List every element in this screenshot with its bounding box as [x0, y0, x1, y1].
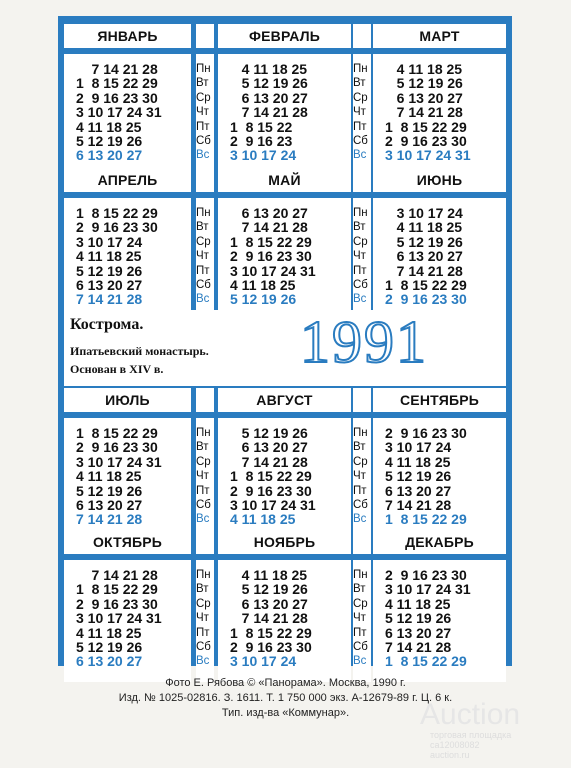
weekday-label: Ср: [353, 597, 368, 610]
month-name: АВГУСТ: [256, 392, 313, 408]
week-row: 1 8 15 22 29: [230, 468, 312, 485]
month-days-panel: [64, 198, 191, 320]
weekday-label: Пт: [353, 626, 367, 639]
watermark-caption: торговая площадка ca12008082 auction.ru: [430, 730, 512, 760]
week-row: 6 13 20 27: [385, 89, 463, 106]
weekday-label: Пн: [353, 207, 368, 219]
weekday-label: Пн: [353, 569, 368, 581]
week-row: 2 9 16 23 30: [76, 89, 158, 106]
month-day-numbers: [385, 568, 471, 669]
week-row: 3 10 17 24: [230, 653, 297, 670]
week-row: 4 11 18 25: [76, 468, 142, 485]
month-header: [218, 530, 351, 554]
week-row: 7 14 21 28: [385, 497, 452, 514]
week-row: 5 12 19 26: [385, 610, 452, 627]
weekday-label: Вс: [353, 293, 367, 306]
week-row: 2 9 16 23 30: [230, 639, 312, 656]
month-day-numbers: [76, 568, 162, 669]
month-name: ДЕКАБРЬ: [405, 534, 474, 550]
month-header: [373, 388, 506, 412]
week-row: 7 14 21 28: [385, 262, 463, 279]
week-row: 6 13 20 27: [230, 439, 308, 456]
weekday-label: Пт: [196, 120, 210, 133]
week-row: 7 14 21 28: [76, 291, 143, 308]
month-days-panel: [373, 418, 506, 540]
week-row: 6 13 20 27: [385, 624, 452, 641]
weekday-label: Вс: [196, 293, 210, 306]
week-row: 6 13 20 27: [230, 89, 308, 106]
week-row: 4 11 18 25: [385, 219, 463, 236]
month-day-numbers: [230, 62, 308, 163]
weekday-column: [196, 560, 214, 682]
month-header: [218, 388, 351, 412]
week-row: 7 14 21 28: [385, 639, 452, 656]
weekday-label: Вт: [196, 583, 209, 596]
weekday-header-cell: [196, 168, 214, 192]
week-row: 6 13 20 27: [230, 205, 308, 221]
week-row: 4 11 18 25: [76, 624, 142, 641]
weekday-header-cell: [196, 388, 214, 412]
weekday-label: Вт: [196, 77, 209, 90]
week-row: 5 12 19 26: [230, 75, 308, 92]
week-row: 4 11 18 25: [230, 277, 296, 294]
month-day-numbers: [76, 62, 162, 163]
weekday-label: Вс: [353, 513, 367, 526]
month-name: ФЕВРАЛЬ: [248, 28, 321, 44]
month-day-numbers: [230, 426, 316, 527]
weekday-label: Ср: [353, 235, 368, 248]
week-row: 7 14 21 28: [230, 453, 308, 470]
weekday-label: Вс: [353, 655, 367, 668]
weekday-header-cell: [196, 530, 214, 554]
week-row: 4 11 18 25: [230, 61, 308, 77]
month-days-panel: [218, 198, 351, 320]
month-day-numbers: [76, 426, 162, 527]
week-row: 7 14 21 28: [385, 104, 463, 121]
weekday-column: [353, 198, 371, 320]
weekday-label: Чт: [196, 612, 209, 625]
week-row: 2 9 16 23 30: [76, 439, 158, 456]
weekday-label: Чт: [353, 106, 366, 119]
week-row: 2 9 16 23 30: [76, 219, 158, 236]
weekday-label: Пт: [196, 484, 210, 497]
weekday-label: Пт: [353, 264, 367, 277]
weekday-label: Сб: [353, 134, 368, 147]
month-day-numbers: [76, 206, 158, 307]
weekday-label: Вт: [353, 583, 366, 596]
week-row: 7 14 21 28: [230, 219, 308, 236]
weekday-label: Сб: [353, 640, 368, 653]
city-name: Кострома.: [70, 316, 144, 333]
week-row: 6 13 20 27: [76, 147, 143, 164]
week-row: 5 12 19 26: [385, 75, 463, 92]
week-row: 4 11 18 25: [76, 118, 142, 135]
month-header: [373, 530, 506, 554]
week-row: 7 14 21 28: [76, 511, 143, 528]
week-row: 6 13 20 27: [385, 248, 463, 265]
month-name: МАЙ: [268, 172, 301, 188]
month-day-numbers: [230, 568, 312, 669]
week-row: 1 8 15 22 29: [76, 75, 158, 92]
weekday-label: Вт: [196, 441, 209, 454]
weekday-label: Сб: [353, 278, 368, 291]
weekday-labels: [196, 206, 214, 307]
week-row: 7 14 21 28: [76, 61, 158, 77]
weekday-label: Ср: [196, 597, 211, 610]
weekday-column: [196, 54, 214, 176]
weekday-label: Сб: [196, 278, 211, 291]
weekday-label: Пн: [196, 207, 211, 219]
month-name: АПРЕЛЬ: [97, 172, 158, 188]
month-name: НОЯБРЬ: [253, 534, 316, 550]
weekday-header-cell: [353, 24, 371, 48]
weekday-label: Ср: [196, 235, 211, 248]
month-day-numbers: [230, 206, 316, 307]
week-row: 3 10 17 24: [385, 205, 463, 221]
weekday-labels: [353, 206, 371, 307]
weekday-label: Вт: [353, 221, 366, 234]
month-day-numbers: [385, 62, 471, 163]
weekday-label: Вс: [196, 513, 210, 526]
week-row: 5 12 19 26: [76, 262, 143, 279]
weekday-labels: [196, 62, 214, 163]
week-row: 5 12 19 26: [230, 425, 308, 441]
weekday-header-cell: [353, 530, 371, 554]
weekday-label: Пт: [196, 264, 210, 277]
week-row: 6 13 20 27: [76, 497, 143, 514]
month-header: [64, 24, 191, 48]
week-row: 3 10 17 24: [76, 233, 143, 250]
week-row: 2 9 16 23 30: [385, 567, 467, 583]
week-row: 1 8 15 22 29: [385, 653, 467, 670]
month-days-panel: [218, 560, 351, 682]
week-row: 3 10 17 24 31: [76, 453, 162, 470]
weekday-label: Чт: [196, 250, 209, 263]
year-title: 1991: [300, 309, 428, 375]
weekday-header-cell: [353, 168, 371, 192]
week-row: 3 10 17 24 31: [230, 262, 316, 279]
week-row: 3 10 17 24: [385, 439, 452, 456]
month-days-panel: [64, 54, 191, 176]
month-day-numbers: [385, 206, 467, 307]
month-days-panel: [373, 54, 506, 176]
month-name: ИЮЛЬ: [105, 392, 150, 408]
weekday-label: Вс: [196, 149, 210, 162]
week-row: 3 10 17 24 31: [385, 581, 471, 598]
week-row: 2 9 16 23 30: [385, 291, 467, 308]
month-header: [64, 388, 191, 412]
week-row: 4 11 18 25: [76, 248, 142, 265]
weekday-label: Пн: [196, 427, 211, 439]
weekday-column: [353, 54, 371, 176]
weekday-label: Пн: [353, 63, 368, 75]
footer-printer: Тип. изд-ва «Коммунар».: [221, 707, 350, 719]
weekday-labels: [353, 62, 371, 163]
weekday-label: Сб: [196, 498, 211, 511]
weekday-label: Пт: [353, 484, 367, 497]
month-header: [64, 530, 191, 554]
month-name: ЯНВАРЬ: [97, 28, 158, 44]
month-days-panel: [218, 418, 351, 540]
month-name: СЕНТЯБРЬ: [399, 392, 480, 408]
week-row: 5 12 19 26: [230, 581, 308, 598]
week-row: 5 12 19 26: [76, 133, 143, 150]
month-days-panel: [218, 54, 351, 176]
weekday-label: Пн: [196, 569, 211, 581]
weekday-header-cell: [353, 388, 371, 412]
month-header: [64, 168, 191, 192]
week-row: 1 8 15 22 29: [76, 205, 158, 221]
description-line-2: Основан в XIV в.: [70, 362, 164, 376]
weekday-labels: [353, 568, 371, 669]
weekday-label: Чт: [353, 470, 366, 483]
weekday-header-cell: [196, 24, 214, 48]
weekday-column: [196, 198, 214, 320]
week-row: 6 13 20 27: [76, 277, 143, 294]
week-row: 1 8 15 22 29: [230, 233, 312, 250]
footer-publishing: Изд. № 1025-02816. З. 1611. Т. 1 750 000 экз. А-12679-89 г. Ц. 6 к.: [118, 692, 453, 704]
title-panel: [64, 310, 506, 386]
weekday-label: Пт: [353, 120, 367, 133]
weekday-labels: [196, 426, 214, 527]
month-name: ОКТЯБРЬ: [92, 534, 163, 550]
weekday-label: Ср: [353, 91, 368, 104]
week-row: 4 11 18 25: [230, 511, 296, 528]
week-row: 1 8 15 22 29: [230, 624, 312, 641]
month-header: [373, 24, 506, 48]
month-day-numbers: [385, 426, 467, 527]
watermark-logo: Auction: [420, 698, 521, 731]
week-row: 2 9 16 23 30: [385, 133, 467, 150]
weekday-label: Ср: [353, 455, 368, 468]
week-row: 1 8 15 22 29: [385, 118, 467, 135]
week-row: 6 13 20 27: [230, 595, 308, 612]
week-row: 1 8 15 22 29: [385, 511, 467, 528]
weekday-label: Вт: [353, 77, 366, 90]
month-days-panel: [64, 418, 191, 540]
week-row: 1 8 15 22 29: [385, 277, 467, 294]
week-row: 5 12 19 26: [76, 639, 143, 656]
weekday-labels: [353, 426, 371, 527]
weekday-column: [353, 560, 371, 682]
weekday-label: Ср: [196, 455, 211, 468]
week-row: 5 12 19 26: [385, 233, 463, 250]
weekday-label: Вс: [353, 149, 367, 162]
week-row: 7 14 21 28: [76, 567, 158, 583]
footer-credits: Фото Е. Рябова © «Панорама». Москва, 1990 г.: [165, 677, 406, 689]
week-row: 5 12 19 26: [230, 291, 297, 308]
week-row: 2 9 16 23 30: [230, 248, 312, 265]
weekday-label: Чт: [353, 612, 366, 625]
month-days-panel: [64, 560, 191, 682]
week-row: 1 8 15 22 29: [76, 581, 158, 598]
weekday-label: Чт: [196, 470, 209, 483]
weekday-labels: [196, 568, 214, 669]
month-header: [218, 24, 351, 48]
weekday-label: Чт: [353, 250, 366, 263]
weekday-label: Сб: [196, 134, 211, 147]
week-row: 3 10 17 24: [230, 147, 297, 164]
month-header: [373, 168, 506, 192]
week-row: 3 10 17 24 31: [76, 610, 162, 627]
week-row: 4 11 18 25: [385, 595, 451, 612]
week-row: 3 10 17 24 31: [385, 147, 471, 164]
week-row: 7 14 21 28: [230, 610, 308, 627]
week-row: 3 10 17 24 31: [76, 104, 162, 121]
weekday-label: Пн: [196, 63, 211, 75]
weekday-label: Пн: [353, 427, 368, 439]
week-row: 4 11 18 25: [385, 61, 463, 77]
description-line-1: Ипатьевский монастырь.: [70, 344, 209, 358]
month-days-panel: [373, 198, 506, 320]
week-row: 2 9 16 23 30: [385, 425, 467, 441]
month-header: [218, 168, 351, 192]
week-row: 2 9 16 23 30: [230, 482, 312, 499]
month-name: МАРТ: [419, 28, 460, 44]
month-days-panel: [373, 560, 506, 682]
weekday-label: Сб: [196, 640, 211, 653]
month-name: ИЮНЬ: [416, 172, 463, 188]
week-row: 1 8 15 22: [230, 118, 293, 135]
weekday-label: Вт: [196, 221, 209, 234]
week-row: 7 14 21 28: [230, 104, 308, 121]
week-row: 2 9 16 23: [230, 133, 293, 150]
week-row: 5 12 19 26: [385, 468, 452, 485]
week-row: 3 10 17 24 31: [230, 497, 316, 514]
weekday-label: Вс: [196, 655, 210, 668]
week-row: 4 11 18 25: [230, 567, 308, 583]
week-row: 6 13 20 27: [76, 653, 143, 670]
weekday-column: [353, 418, 371, 540]
week-row: 1 8 15 22 29: [76, 425, 158, 441]
weekday-label: Пт: [196, 626, 210, 639]
week-row: 6 13 20 27: [385, 482, 452, 499]
weekday-label: Чт: [196, 106, 209, 119]
weekday-column: [196, 418, 214, 540]
weekday-label: Ср: [196, 91, 211, 104]
week-row: 2 9 16 23 30: [76, 595, 158, 612]
weekday-label: Сб: [353, 498, 368, 511]
week-row: 4 11 18 25: [385, 453, 451, 470]
weekday-label: Вт: [353, 441, 366, 454]
week-row: 5 12 19 26: [76, 482, 143, 499]
